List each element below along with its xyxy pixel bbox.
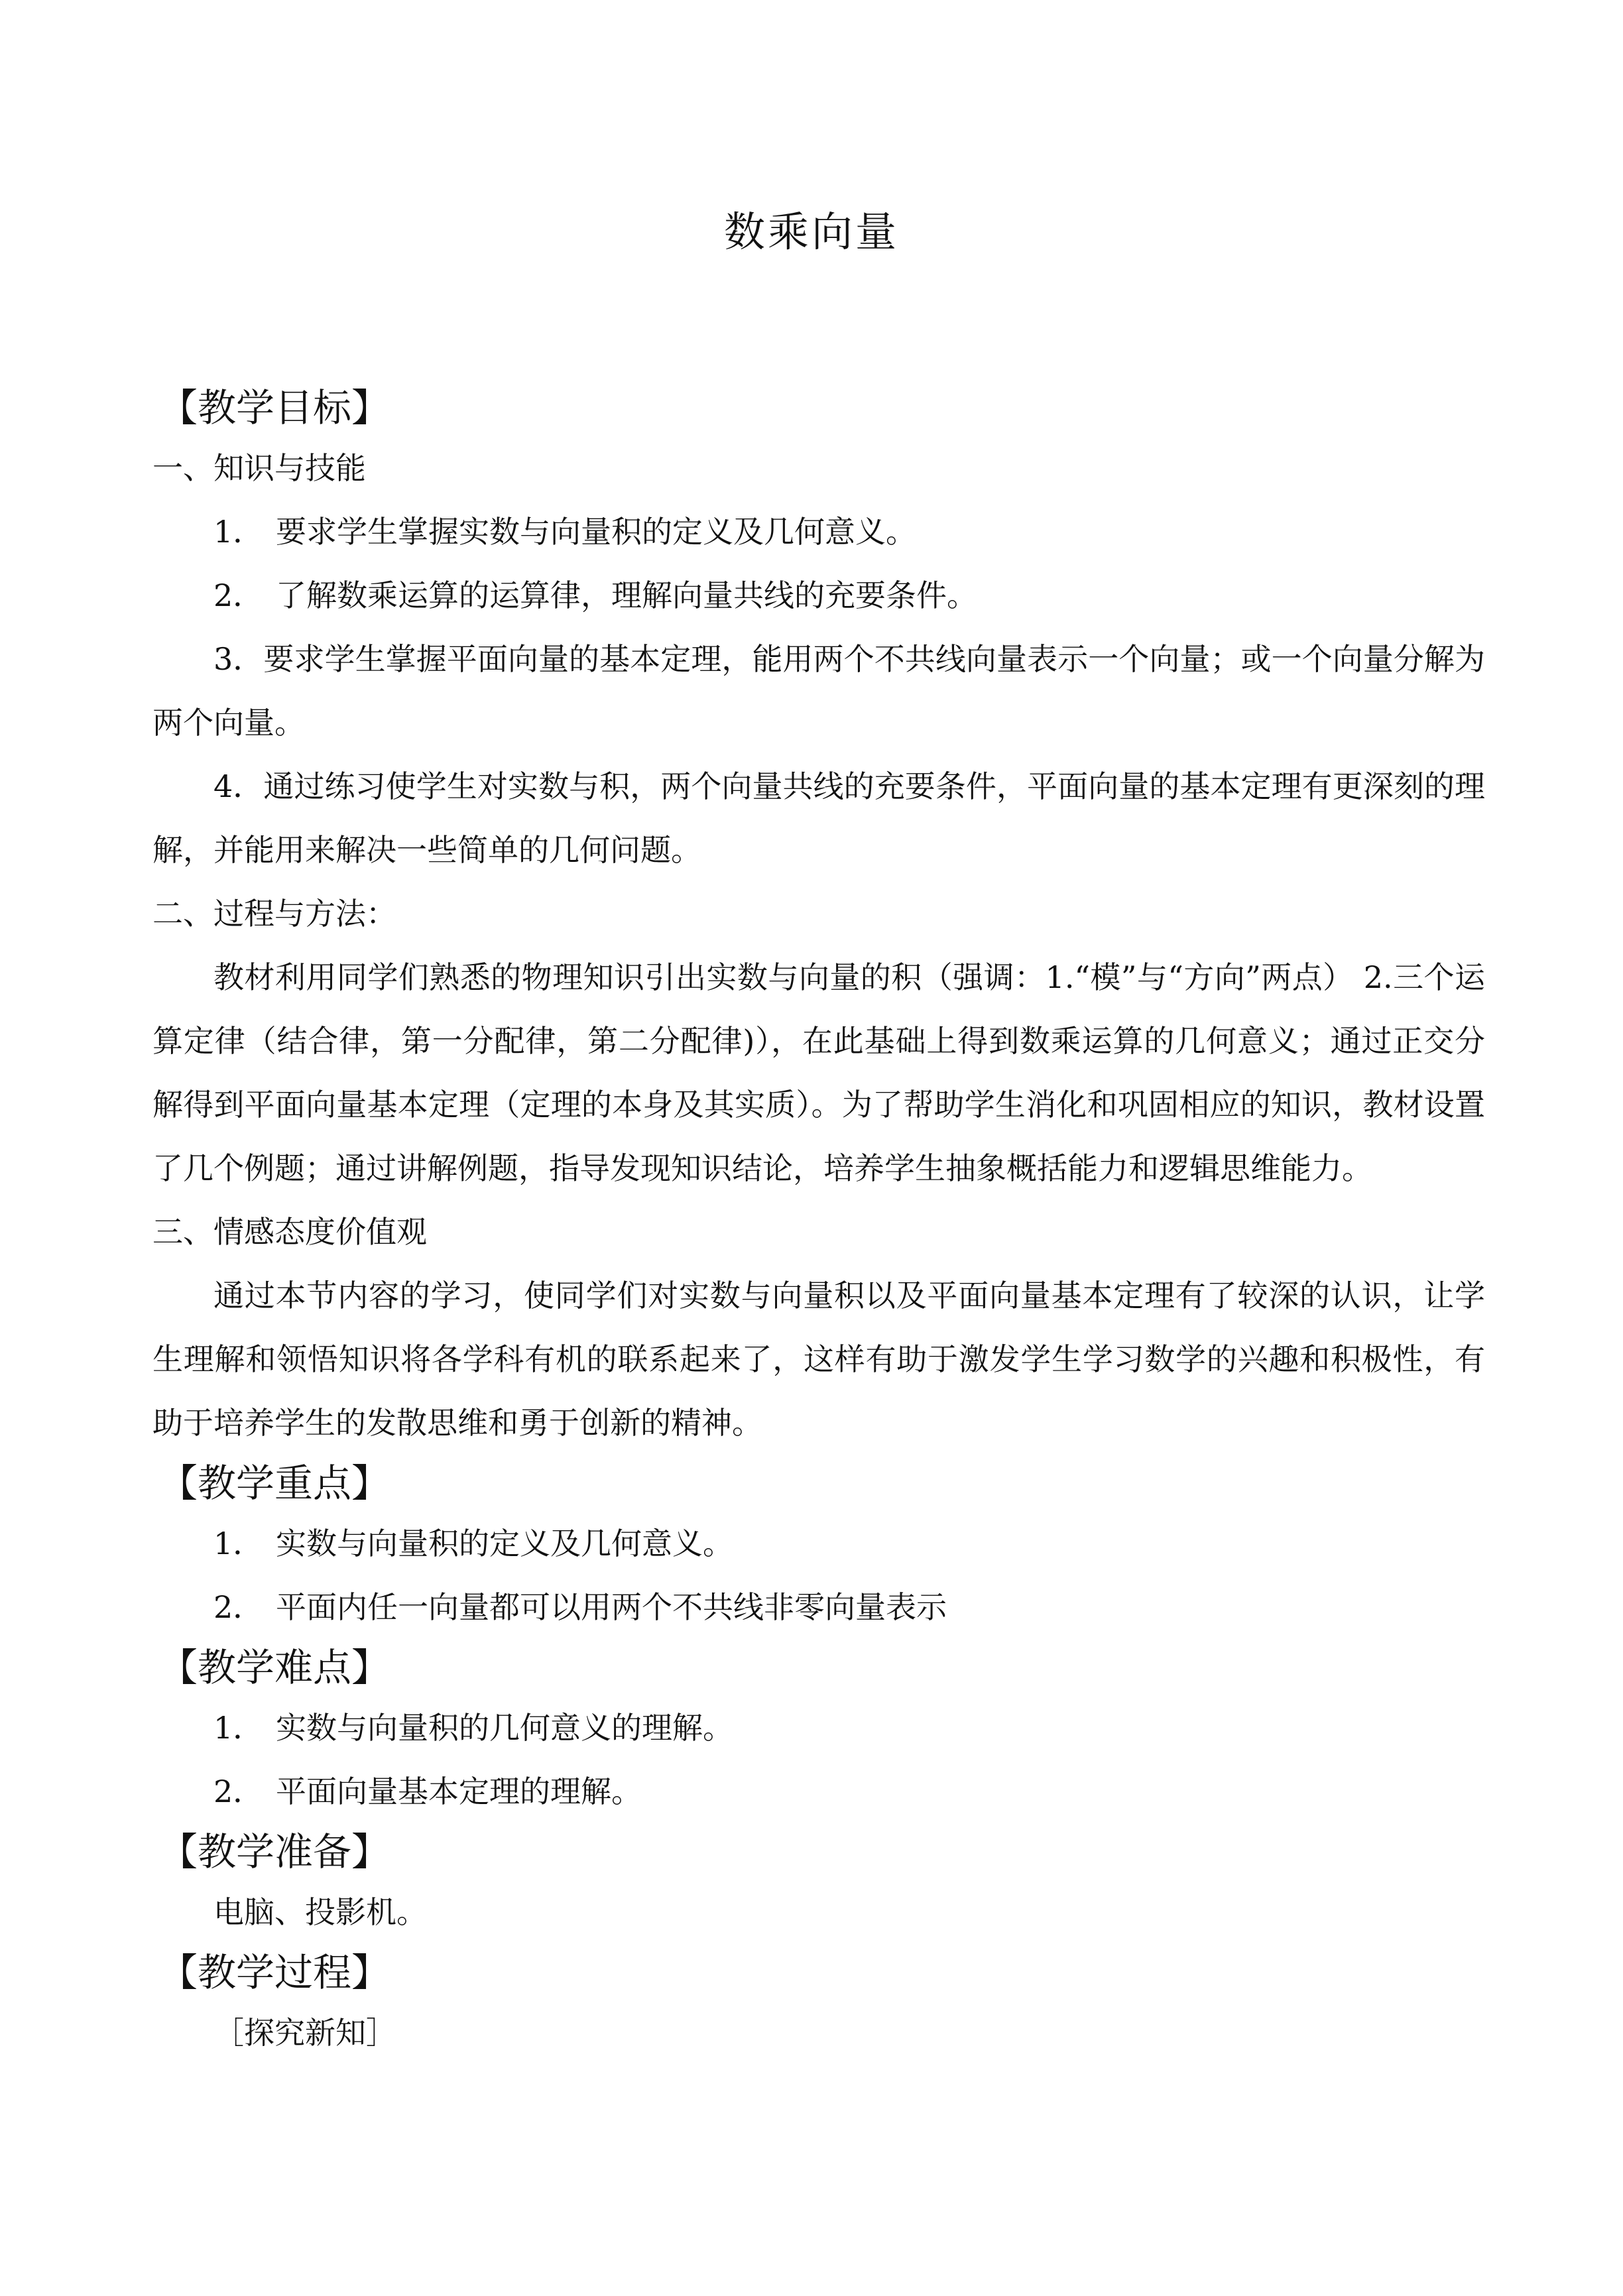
item-text: 要求学生掌握实数与向量积的定义及几何意义。 xyxy=(276,514,916,550)
subheader-emotion: 三、情感态度价值观 xyxy=(152,1214,427,1250)
item-text: 平面内任一向量都可以用两个不共线非零向量表示 xyxy=(276,1589,947,1625)
paragraph-process: 教材利用同学们熟悉的物理知识引出实数与向量的积（强调：1.“模”与“方向”两点） 2.三个运算定律（结合律，第一分配律，第二分配律)），在此基础上得到数乘运算的几何意义；通过正交分解得到平面向量基本定理（定理的本身及其实质）。为了帮助学生消化和巩固相应的知识，教材设置了几个例题；通过讲解例题，指导发现知识结论，培养学生抽象概括能力和逻辑思维能力。 xyxy=(152,959,1485,1186)
item-text: 实数与向量积的几何意义的理解。 xyxy=(276,1710,733,1746)
list-item: 4．通过练习使学生对实数与积，两个向量共线的充要条件，平面向量的基本定理有更深刻的理解，并能用来解决一些简单的几何问题。 xyxy=(152,768,1485,868)
item-number: 1． xyxy=(213,1710,264,1746)
document-body xyxy=(152,379,1485,2065)
item-number: 2． xyxy=(213,1774,264,1809)
procedure-subheader: ［探究新知］ xyxy=(213,2015,396,2051)
list-item xyxy=(152,1512,1485,1575)
list-item xyxy=(152,1696,1485,1760)
section-header-procedure: 【教学过程】 xyxy=(159,1950,391,1995)
item-number: 2． xyxy=(213,577,264,613)
item-number: 2． xyxy=(213,1589,264,1625)
list-item xyxy=(152,1575,1485,1639)
list-item xyxy=(152,564,1485,627)
page-title: 数乘向量 xyxy=(723,208,899,256)
item-text: 实数与向量积的定义及几何意义。 xyxy=(276,1526,733,1561)
preparation-text: 电脑、投影机。 xyxy=(213,1894,427,1930)
item-text: 了解数乘运算的运算律，理解向量共线的充要条件。 xyxy=(276,577,977,613)
item-number: 1． xyxy=(213,514,264,550)
list-item xyxy=(152,500,1485,564)
section-header-key-points: 【教学重点】 xyxy=(159,1461,391,1506)
section-header-goals: 【教学目标】 xyxy=(159,385,391,430)
paragraph-emotion: 通过本节内容的学习，使同学们对实数与向量积以及平面向量基本定理有了较深的认识，让学生理解和领悟知识将各学科有机的联系起来了，这样有助于激发学生学习数学的兴趣和积极性，有助于培养学生的发散思维和勇于创新的精神。 xyxy=(152,1278,1485,1441)
list-item: 3．要求学生掌握平面向量的基本定理，能用两个不共线向量表示一个向量；或一个向量分解为两个向量。 xyxy=(152,641,1485,741)
item-number: 1． xyxy=(213,1526,264,1561)
subheader-knowledge: 一、知识与技能 xyxy=(152,450,366,486)
item-text: 平面向量基本定理的理解。 xyxy=(276,1774,642,1809)
section-header-preparation: 【教学准备】 xyxy=(159,1829,391,1874)
subheader-process: 二、过程与方法： xyxy=(152,896,396,932)
list-item xyxy=(152,1760,1485,1823)
section-header-difficulties: 【教学难点】 xyxy=(159,1645,391,1690)
